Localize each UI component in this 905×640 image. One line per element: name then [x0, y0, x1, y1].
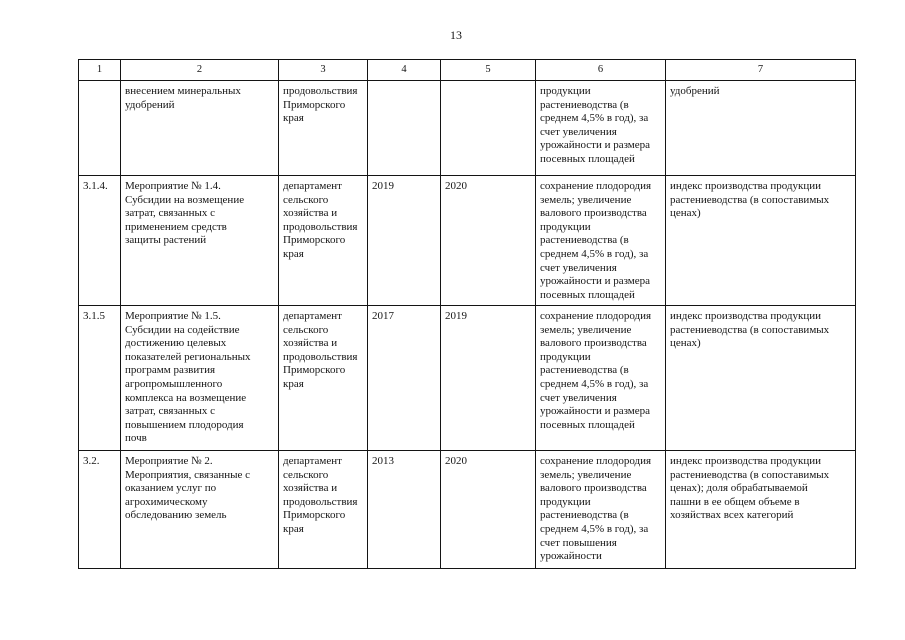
end-year: [441, 81, 536, 176]
start-year: 2019: [368, 176, 441, 306]
program-measures-table: [78, 59, 856, 569]
row-number: 3.1.5: [79, 306, 121, 451]
end-year: 2020: [441, 176, 536, 306]
executor: продовольствия Приморского края: [279, 81, 368, 176]
indicator: индекс производства продукции растениеводства (в сопоставимых ценах): [666, 176, 856, 306]
measure-name: Мероприятие № 2. Мероприятия, связанные с оказанием услуг по агрохимическому обследованию земель: [121, 451, 279, 569]
expected-result: сохранение плодородия земель; увеличение валового производства продукции растениеводства (в среднем 4,5% в год), за счет увеличения урожайности и размера посевных площадей: [536, 176, 666, 306]
row-number: 3.2.: [79, 451, 121, 569]
column-header-1: 1: [79, 60, 121, 81]
table-row: [79, 451, 856, 569]
expected-result: сохранение плодородия земель; увеличение валового производства продукции растениеводства (в среднем 4,5% в год), за счет повышения урожайности: [536, 451, 666, 569]
start-year: 2013: [368, 451, 441, 569]
column-header-5: 5: [441, 60, 536, 81]
executor: департамент сельского хозяйства и продовольствия Приморского края: [279, 176, 368, 306]
table-row: [79, 306, 856, 451]
expected-result: продукции растениеводства (в среднем 4,5% в год), за счет увеличения урожайности и размера посевных площадей: [536, 81, 666, 176]
column-header-7: 7: [666, 60, 856, 81]
page-number: 13: [450, 28, 462, 42]
column-header-3: 3: [279, 60, 368, 81]
executor: департамент сельского хозяйства и продовольствия Приморского края: [279, 451, 368, 569]
start-year: 2017: [368, 306, 441, 451]
table-header-row: [79, 60, 856, 81]
indicator: индекс производства продукции растениеводства (в сопоставимых ценах): [666, 306, 856, 451]
executor: департамент сельского хозяйства и продовольствия Приморского края: [279, 306, 368, 451]
column-header-2: 2: [121, 60, 279, 81]
column-header-4: 4: [368, 60, 441, 81]
start-year: [368, 81, 441, 176]
indicator: удобрений: [666, 81, 856, 176]
indicator: индекс производства продукции растениеводства (в сопоставимых ценах); доля обрабатываемой пашни в ее общем объеме в хозяйствах всех категорий: [666, 451, 856, 569]
end-year: 2019: [441, 306, 536, 451]
end-year: 2020: [441, 451, 536, 569]
measure-name: Мероприятие № 1.5. Субсидии на содействие достижению целевых показателей региональных программ развития агропромышленного комплекса на возмещение затрат, связанных с повышением плодородия почв: [121, 306, 279, 451]
row-number: [79, 81, 121, 176]
table-row: [79, 81, 856, 176]
row-number: 3.1.4.: [79, 176, 121, 306]
column-header-6: 6: [536, 60, 666, 81]
expected-result: сохранение плодородия земель; увеличение валового производства продукции растениеводства (в среднем 4,5% в год), за счет увеличения урожайности и размера посевных площадей: [536, 306, 666, 451]
measure-name: внесением минеральных удобрений: [121, 81, 279, 176]
table-row: [79, 176, 856, 306]
measure-name: Мероприятие № 1.4. Субсидии на возмещение затрат, связанных с применением средств защиты растений: [121, 176, 279, 306]
